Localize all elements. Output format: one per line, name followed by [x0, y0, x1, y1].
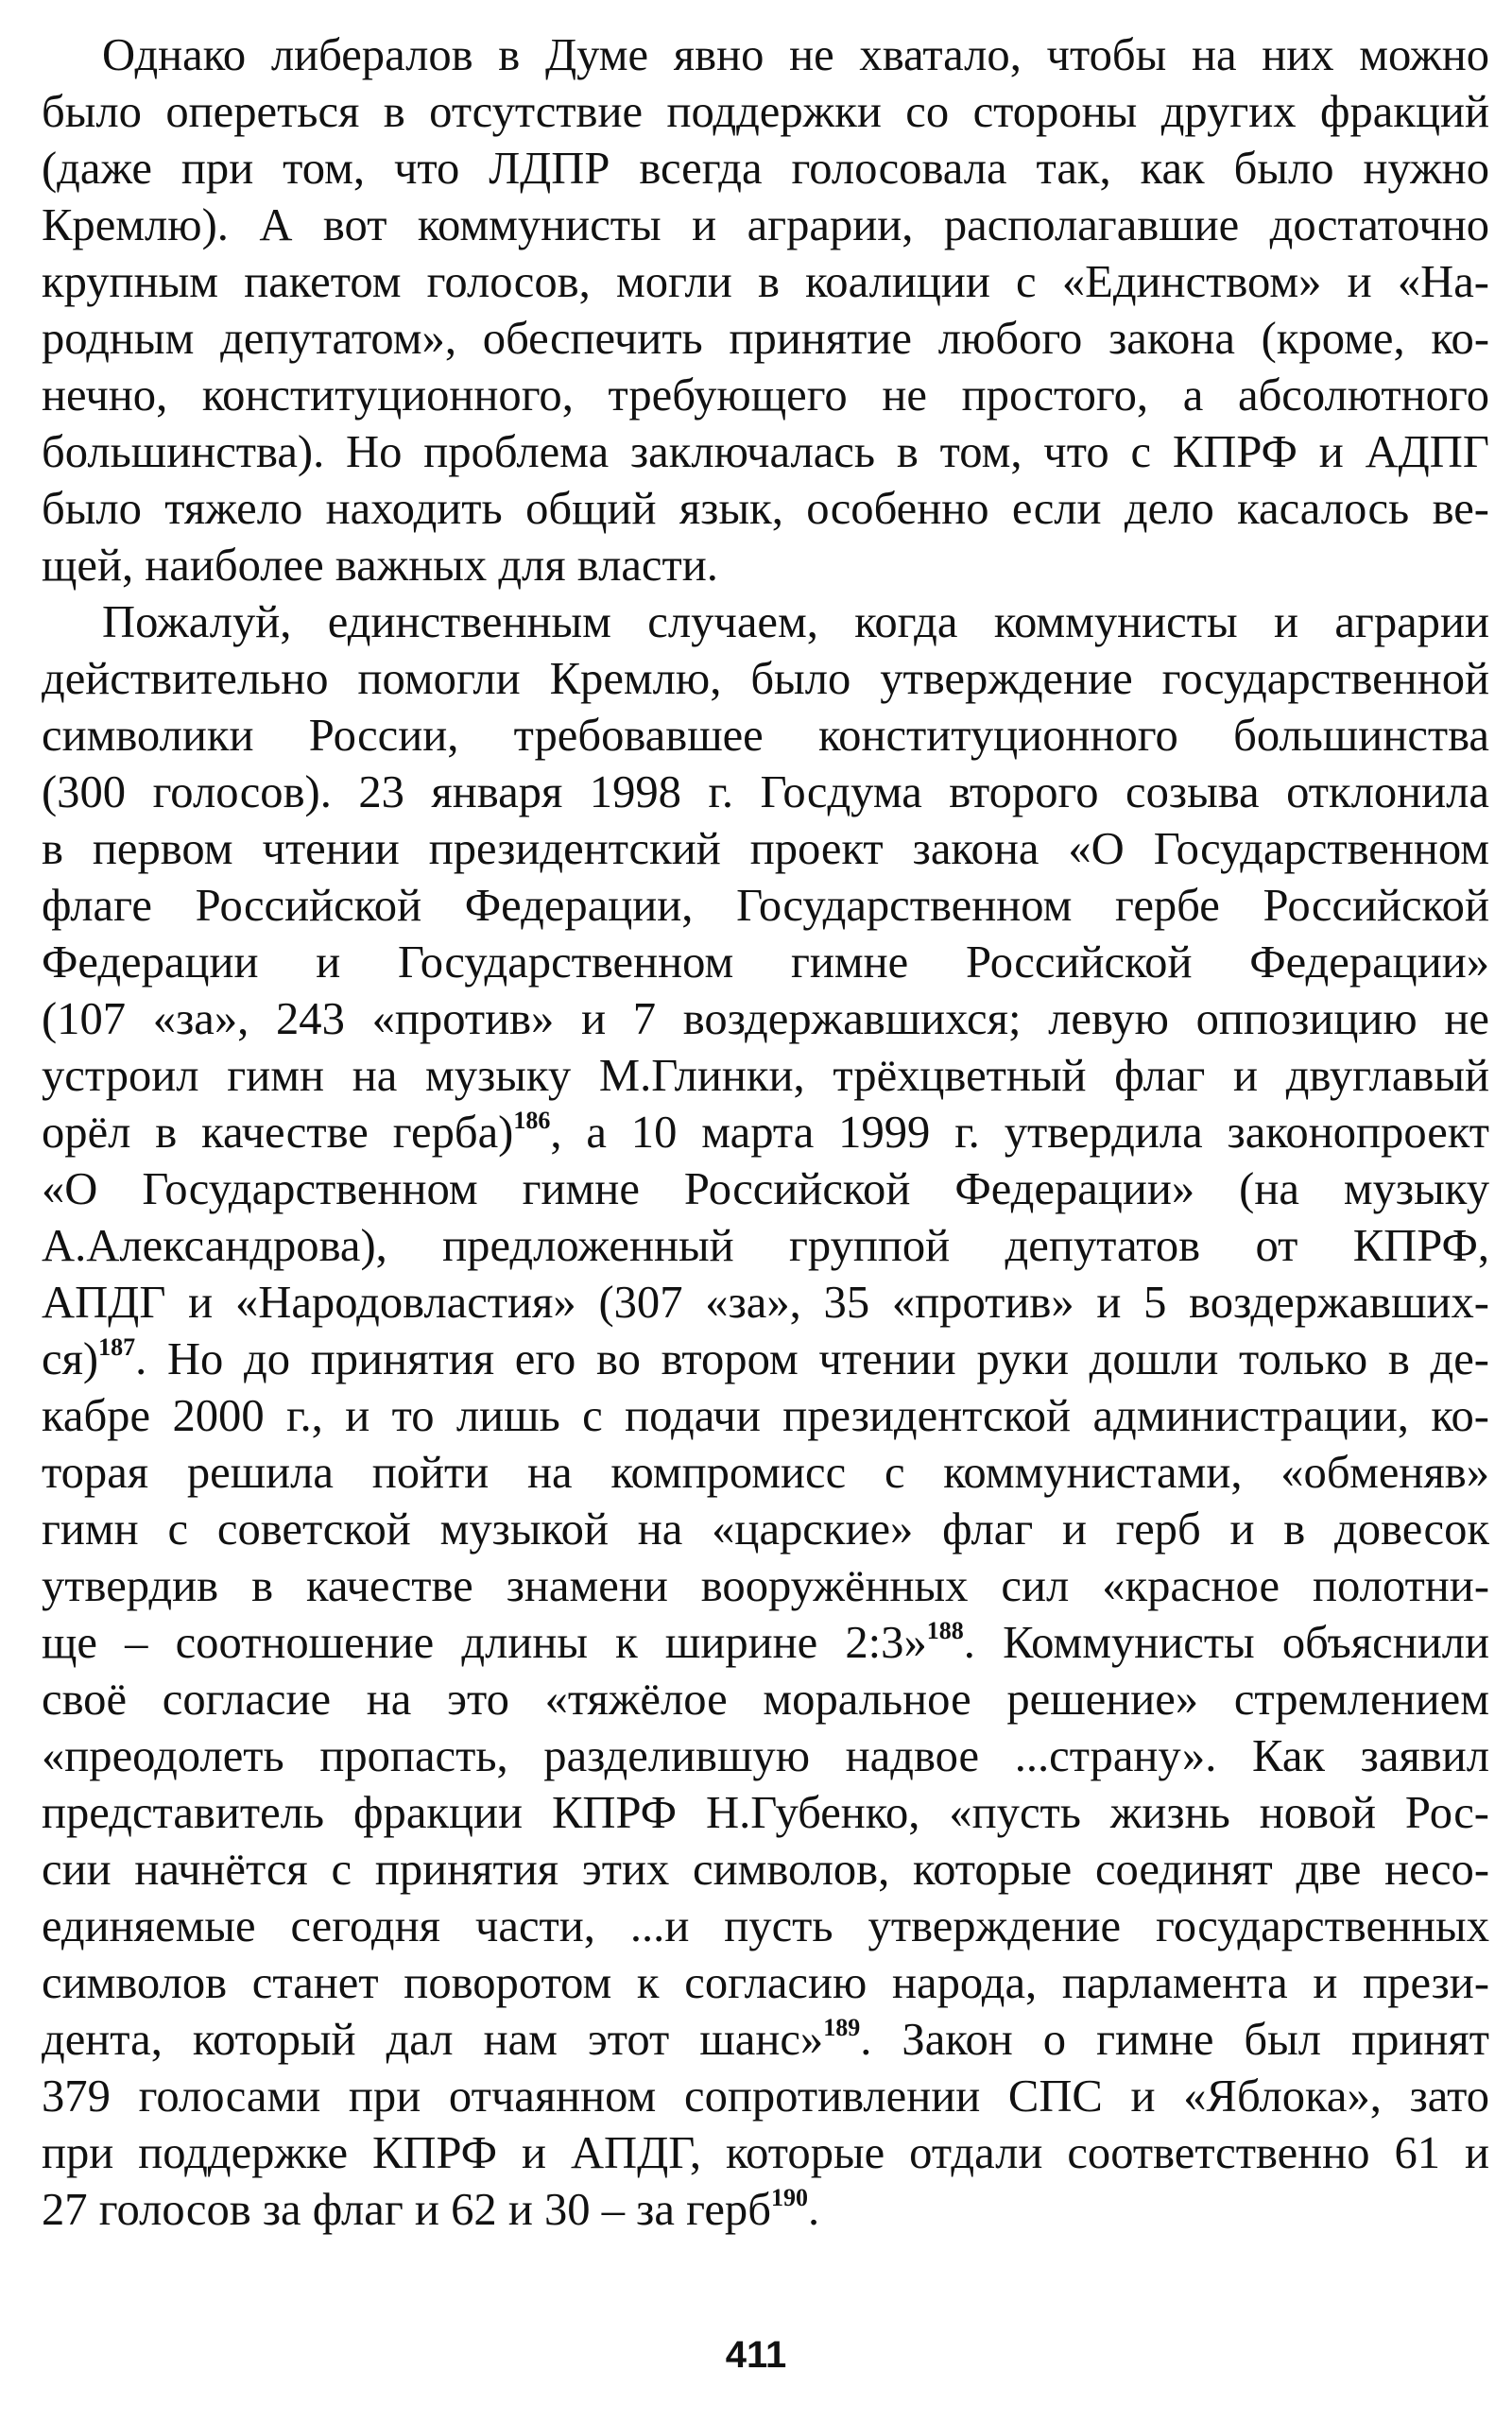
text-line: представитель фракции КПРФ Н.Губенко, «пусть жизнь новой Рос-	[42, 1787, 1489, 1838]
text-line: гимн с советской музыкой на «царские» флаг и герб и в довесок	[42, 1504, 1489, 1555]
paragraph-2	[42, 593, 1489, 2238]
text-segment: ся)	[42, 1333, 99, 1384]
text-line: устроил гимн на музыку М.Глинки, трёхцветный флаг и двуглавый	[42, 1050, 1489, 1101]
text-line: флаге Российской Федерации, Государственном гербе Российской	[42, 880, 1489, 931]
text-line-with-footnote	[42, 1104, 1489, 1160]
text-line: сии начнётся с принятия этих символов, которые соединят две несо-	[42, 1844, 1489, 1895]
text-line-with-footnote	[42, 1331, 1489, 1387]
text-segment: . Закон о гимне был принят	[860, 2014, 1489, 2065]
text-segment: орёл в качестве герба)	[42, 1107, 514, 1158]
text-line: 379 голосами при отчаянном сопротивлении СПС и «Яблока», зато	[42, 2071, 1489, 2122]
text-line: «преодолеть пропасть, разделившую надвое ...страну». Как заявил	[42, 1730, 1489, 1781]
text-line: А.Александрова), предложенный группой депутатов от КПРФ,	[42, 1220, 1489, 1271]
text-line: Кремлю). А вот коммунисты и аграрии, располагавшие достаточно	[42, 199, 1489, 250]
text-line: было опереться в отсутствие поддержки со стороны других фракций	[42, 86, 1489, 137]
text-line: (107 «за», 243 «против» и 7 воздержавшихся; левую оппозицию не	[42, 993, 1489, 1044]
text-line: утвердив в качестве знамени вооружённых сил «красное полотни-	[42, 1560, 1489, 1611]
text-line: нечно, конституционного, требующего не простого, а абсолютного	[42, 369, 1489, 421]
text-line: Федерации и Государственном гимне Российской Федерации»	[42, 937, 1489, 988]
body-text	[42, 26, 1489, 2238]
text-line: было тяжело находить общий язык, особенно если дело касалось ве-	[42, 483, 1489, 534]
text-line: Однако либералов в Думе явно не хватало, чтобы на них можно	[102, 29, 1489, 80]
text-line: (300 голосов). 23 января 1998 г. Госдума второго созыва отклонила	[42, 766, 1489, 817]
paragraph-1	[42, 26, 1489, 593]
text-line: символов станет поворотом к согласию народа, парламента и прези-	[42, 1957, 1489, 2008]
text-line: единяемые сегодня части, ...и пусть утверждение государственных	[42, 1900, 1489, 1951]
text-line: действительно помогли Кремлю, было утверждение государственной	[42, 653, 1489, 704]
text-line: крупным пакетом голосов, могли в коалиции с «Единством» и «На-	[42, 256, 1489, 307]
text-line: Пожалуй, единственным случаем, когда коммунисты и аграрии	[102, 596, 1489, 647]
footnote-ref: 189	[823, 2014, 861, 2041]
text-line-with-footnote	[42, 2011, 1489, 2068]
text-segment: .	[807, 2184, 820, 2235]
text-segment: . Но до принятия его во втором чтении руки дошли только в де-	[135, 1333, 1489, 1384]
text-line-with-footnote	[42, 2181, 1489, 2238]
footnote-ref: 187	[98, 1333, 136, 1361]
text-line: щей, наиболее важных для власти.	[42, 540, 718, 591]
footnote-ref: 190	[770, 2184, 808, 2211]
text-segment: . Коммунисты объяснили	[963, 1617, 1489, 1668]
text-segment: ще – соотношение длины к ширине 2:3»	[42, 1617, 927, 1668]
text-segment: , а 10 марта 1999 г. утвердила законопроект	[550, 1107, 1489, 1158]
text-line: «О Государственном гимне Российской Федерации» (на музыку	[42, 1163, 1489, 1214]
text-line: большинства). Но проблема заключалась в том, что с КПРФ и АДПГ	[42, 426, 1489, 477]
text-line: в первом чтении президентский проект закона «О Государственном	[42, 823, 1489, 874]
footnote-ref: 186	[513, 1107, 551, 1134]
page-number: 411	[725, 2334, 787, 2376]
text-line: при поддержке КПРФ и АПДГ, которые отдали соответственно 61 и	[42, 2127, 1489, 2178]
text-line: символики России, требовавшее конституционного большинства	[42, 710, 1489, 761]
text-line: родным депутатом», обеспечить принятие любого закона (кроме, ко-	[42, 313, 1489, 364]
text-segment: 27 голосов за флаг и 62 и 30 – за герб	[42, 2184, 771, 2235]
text-line: АПДГ и «Народовластия» (307 «за», 35 «против» и 5 воздержавших-	[42, 1277, 1489, 1328]
text-line: кабре 2000 г., и то лишь с подачи президентской администрации, ко-	[42, 1390, 1489, 1441]
footnote-ref: 188	[926, 1617, 964, 1644]
text-line: торая решила пойти на компромисс с коммунистами, «обменяв»	[42, 1447, 1489, 1498]
text-line: своё согласие на это «тяжёлое моральное решение» стремлением	[42, 1674, 1489, 1725]
text-line: (даже при том, что ЛДПР всегда голосовала так, как было нужно	[42, 143, 1489, 194]
text-segment: дента, который дал нам этот шанс»	[42, 2014, 824, 2065]
text-line-with-footnote	[42, 1614, 1489, 1671]
